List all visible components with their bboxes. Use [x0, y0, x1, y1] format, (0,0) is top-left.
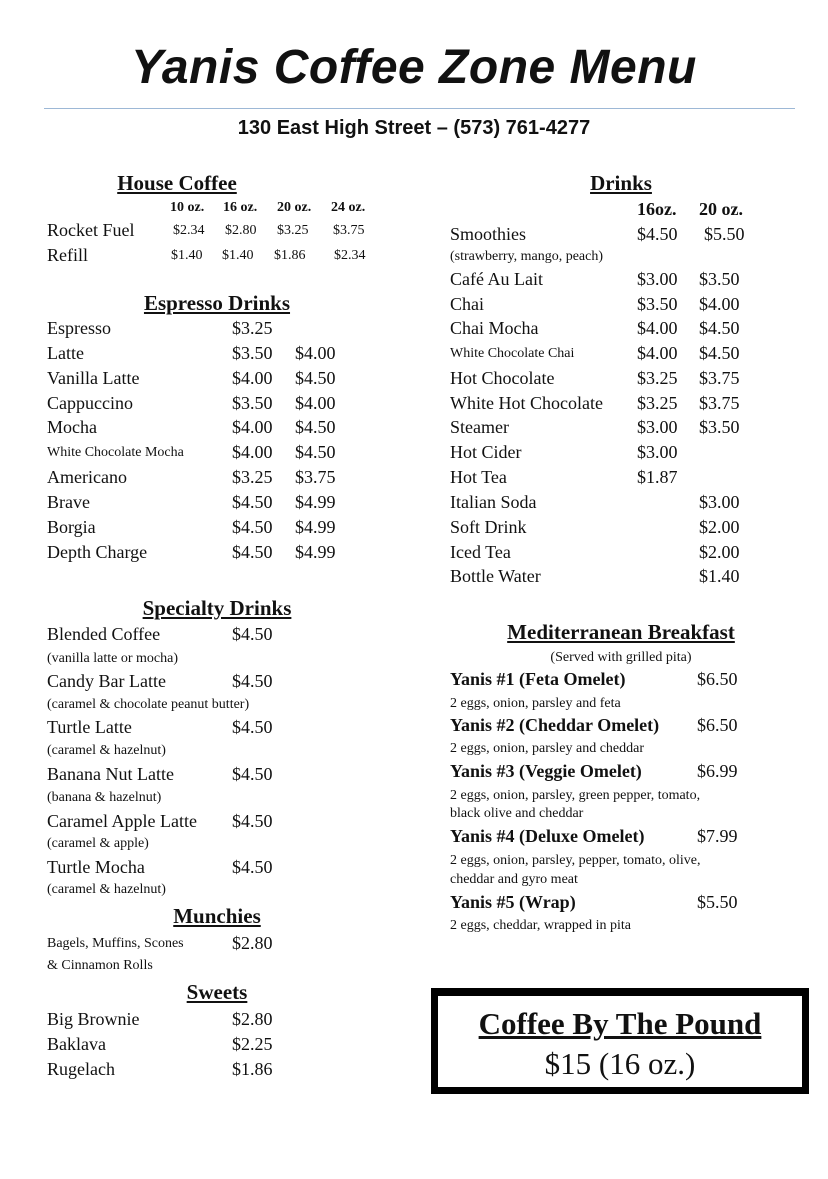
- price: $3.25: [232, 318, 273, 338]
- munchies-item: Bagels, Muffins, Scones: [47, 936, 184, 951]
- menu-item-name: White Chocolate Mocha: [47, 445, 184, 460]
- price: $3.50: [699, 417, 740, 437]
- price: $1.87: [637, 467, 678, 487]
- menu-item-name: Rugelach: [47, 1059, 115, 1079]
- item-note: (banana & hazelnut): [47, 790, 162, 805]
- price: $6.50: [697, 715, 738, 735]
- item-description: 2 eggs, onion, parsley and cheddar: [450, 741, 644, 756]
- price: $3.50: [699, 269, 740, 289]
- menu-item-name: Yanis #5 (Wrap): [450, 892, 576, 912]
- coffee-by-pound-price: $15 (16 oz.): [544, 1046, 696, 1081]
- price: $5.50: [704, 224, 745, 244]
- price: $4.50: [699, 343, 740, 363]
- menu-item-name: Hot Tea: [450, 467, 507, 487]
- price: $7.99: [697, 826, 738, 846]
- item-note: (caramel & hazelnut): [47, 882, 166, 897]
- price: $4.99: [295, 517, 336, 537]
- price: $4.00: [232, 417, 273, 437]
- price: $4.50: [232, 764, 273, 784]
- price: $3.75: [295, 467, 336, 487]
- menu-item-name: Mocha: [47, 417, 97, 437]
- menu-item-name: Yanis #2 (Cheddar Omelet): [450, 715, 660, 735]
- price: $4.00: [637, 318, 678, 338]
- size-20oz: 20 oz.: [699, 199, 743, 219]
- address-phone: 130 East High Street – (573) 761-4277: [237, 117, 591, 139]
- price: $3.75: [333, 223, 365, 238]
- coffee-by-pound-box: [431, 988, 809, 1094]
- price: $3.00: [637, 442, 678, 462]
- item-note: (vanilla latte or mocha): [47, 651, 178, 666]
- menu-item-name: Candy Bar Latte: [47, 671, 166, 691]
- size-24oz: 24 oz.: [331, 200, 366, 215]
- item-description: 2 eggs, onion, parsley and feta: [450, 696, 621, 711]
- price: $6.99: [697, 761, 738, 781]
- menu-item-name: Brave: [47, 492, 90, 512]
- price: $4.50: [637, 224, 678, 244]
- menu-item-name: Depth Charge: [47, 542, 148, 562]
- item-description: 2 eggs, cheddar, wrapped in pita: [450, 918, 631, 933]
- munchies-item-cont: & Cinnamon Rolls: [47, 958, 153, 973]
- price: $4.50: [232, 492, 273, 512]
- size-16oz: 16oz.: [637, 199, 677, 219]
- title-divider: [44, 108, 795, 109]
- size-20oz: 20 oz.: [277, 200, 312, 215]
- menu-item-name: Yanis #1 (Feta Omelet): [450, 669, 626, 689]
- menu-item-name: Espresso: [47, 318, 111, 338]
- price: $1.86: [274, 248, 306, 263]
- menu-item-name: Americano: [47, 467, 127, 487]
- menu-item-name: Steamer: [450, 417, 509, 437]
- price: $4.00: [295, 343, 336, 363]
- breakfast-heading: Mediterranean Breakfast: [507, 620, 735, 644]
- menu-item-name: Blended Coffee: [47, 624, 161, 644]
- price: $4.50: [232, 624, 273, 644]
- price: $3.25: [637, 368, 678, 388]
- menu-item-name: Turtle Mocha: [47, 857, 145, 877]
- menu-item-name: Refill: [47, 245, 88, 265]
- menu-item-name: Bottle Water: [450, 566, 541, 586]
- price: $2.34: [334, 248, 366, 263]
- specialty-heading: Specialty Drinks: [142, 596, 292, 620]
- item-note: (caramel & chocolate peanut butter): [47, 697, 250, 712]
- menu-item-name: Rocket Fuel: [47, 220, 135, 240]
- menu-item-name: Hot Cider: [450, 442, 522, 462]
- price: $3.75: [699, 393, 740, 413]
- item-description: cheddar and gyro meat: [450, 872, 578, 887]
- menu-item-name: Chai Mocha: [450, 318, 539, 338]
- price: $2.80: [225, 223, 257, 238]
- menu-item-name: Caramel Apple Latte: [47, 811, 197, 831]
- price: $3.00: [699, 492, 740, 512]
- menu-item-name: Vanilla Latte: [47, 368, 140, 388]
- price: $4.50: [295, 368, 336, 388]
- item-description: black olive and cheddar: [450, 806, 584, 821]
- espresso-heading: Espresso Drinks: [143, 291, 291, 315]
- menu-item-name: Soft Drink: [450, 517, 527, 537]
- price: $3.75: [699, 368, 740, 388]
- item-note: (caramel & hazelnut): [47, 743, 166, 758]
- price: $1.40: [171, 248, 203, 263]
- price: $3.25: [277, 223, 309, 238]
- menu-item-name: Banana Nut Latte: [47, 764, 174, 784]
- price: $4.00: [699, 294, 740, 314]
- price: $4.50: [232, 811, 273, 831]
- menu-item-name: Smoothies: [450, 224, 527, 244]
- menu-item-name: Baklava: [47, 1034, 106, 1054]
- price: $3.50: [637, 294, 678, 314]
- price: $4.50: [232, 857, 273, 877]
- price: $4.50: [232, 517, 273, 537]
- menu-item-name: White Chocolate Chai: [450, 346, 575, 361]
- price: $3.25: [232, 467, 273, 487]
- menu-item-name: Yanis #3 (Veggie Omelet): [450, 761, 642, 781]
- price: $4.50: [232, 671, 273, 691]
- price: $4.00: [232, 368, 273, 388]
- price: $4.00: [637, 343, 678, 363]
- price: $4.50: [232, 717, 273, 737]
- price: $2.80: [232, 1009, 273, 1029]
- price: $4.00: [295, 393, 336, 413]
- price: $3.00: [637, 269, 678, 289]
- price: $2.00: [699, 517, 740, 537]
- price: $4.99: [295, 542, 336, 562]
- menu-item-name: Big Brownie: [47, 1009, 140, 1029]
- menu-item-name: Hot Chocolate: [450, 368, 555, 388]
- menu-item-name: Latte: [47, 343, 84, 363]
- size-10oz: 10 oz.: [170, 200, 205, 215]
- price: $4.50: [232, 542, 273, 562]
- menu-item-name: Chai: [450, 294, 484, 314]
- menu-item-name: White Hot Chocolate: [450, 393, 603, 413]
- item-description: 2 eggs, onion, parsley, green pepper, tomato,: [450, 788, 701, 803]
- menu-item-name: Turtle Latte: [47, 717, 132, 737]
- price: $6.50: [697, 669, 738, 689]
- item-note: (caramel & apple): [47, 836, 149, 851]
- price: $1.40: [222, 248, 254, 263]
- price: $4.50: [295, 417, 336, 437]
- price: $2.25: [232, 1034, 273, 1054]
- menu-item-name: Café Au Lait: [450, 269, 543, 289]
- menu-item-name: Cappuccino: [47, 393, 133, 413]
- house-coffee-heading: House Coffee: [117, 171, 237, 195]
- menu-item-name: Borgia: [47, 517, 96, 537]
- price: $4.00: [232, 442, 273, 462]
- price: $1.86: [232, 1059, 273, 1079]
- coffee-by-pound-title: Coffee By The Pound: [478, 1006, 762, 1041]
- item-description: 2 eggs, onion, parsley, pepper, tomato, olive,: [450, 853, 701, 868]
- breakfast-subheading: (Served with grilled pita): [550, 650, 692, 665]
- menu-item-name: Yanis #4 (Deluxe Omelet): [450, 826, 645, 846]
- price: $3.25: [637, 393, 678, 413]
- price: $3.50: [232, 393, 273, 413]
- menu-item-name: Italian Soda: [450, 492, 537, 512]
- price: $4.50: [699, 318, 740, 338]
- menu-item-name: Iced Tea: [450, 542, 511, 562]
- price: $4.50: [295, 442, 336, 462]
- sweets-heading: Sweets: [186, 980, 248, 1004]
- price: $2.80: [232, 933, 273, 953]
- size-16oz: 16 oz.: [223, 200, 258, 215]
- price: $2.00: [699, 542, 740, 562]
- menu-title: Yanis Coffee Zone Menu: [131, 41, 697, 94]
- price: $4.99: [295, 492, 336, 512]
- drinks-heading: Drinks: [590, 171, 652, 195]
- item-note: (strawberry, mango, peach): [450, 249, 604, 264]
- price: $1.40: [699, 566, 740, 586]
- price: $3.00: [637, 417, 678, 437]
- munchies-heading: Munchies: [173, 904, 261, 928]
- price: $3.50: [232, 343, 273, 363]
- price: $5.50: [697, 892, 738, 912]
- price: $2.34: [173, 223, 205, 238]
